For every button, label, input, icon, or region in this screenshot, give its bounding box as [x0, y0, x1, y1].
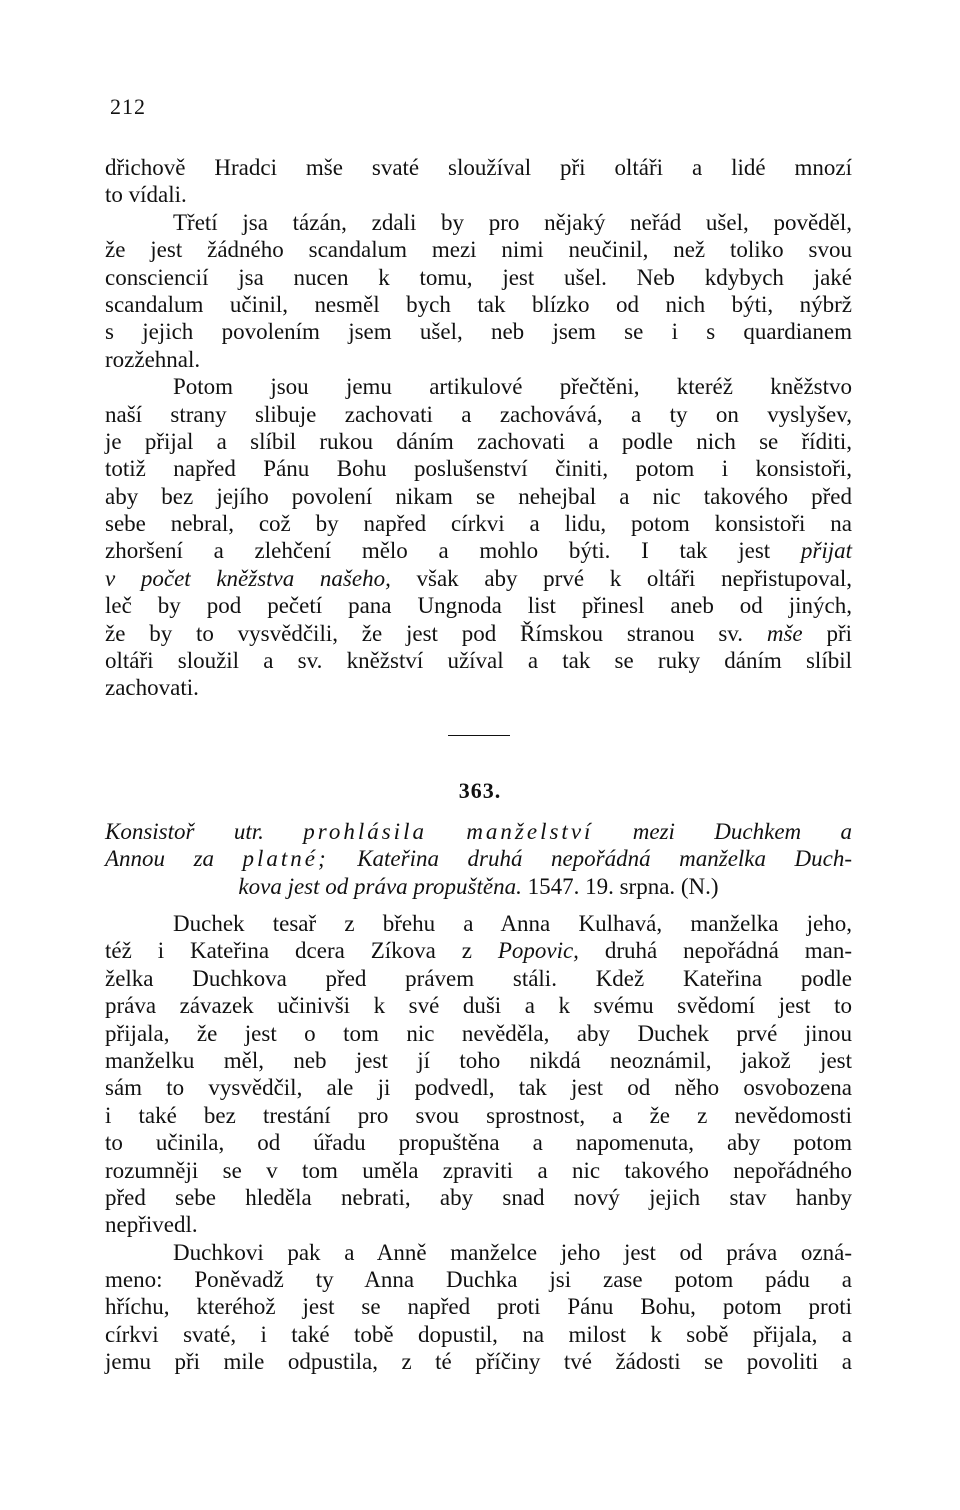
text-line — [105, 565, 852, 592]
text-line: práva závazek učinivši k své duši a k svému svědomí jest to — [105, 993, 852, 1019]
page-number: 212 — [110, 94, 146, 119]
text-line: to učinila, od úřadu propuštěna a napomenuta, aby potom — [105, 1130, 852, 1156]
date-text: 1547. 19. srpna. (N.) — [527, 873, 719, 899]
text-run: že by to vysvědčili, že jest pod Římskou stranou sv. — [105, 620, 744, 646]
text-line: leč by pod pečetí pana Ungnoda list přinesl aneb od jiných, — [105, 593, 852, 619]
text-line — [105, 537, 852, 564]
spaced-italic-text: platné; — [242, 846, 329, 872]
text-block-1 — [105, 154, 852, 702]
text-line: consciencií jsa nucen k tomu, jest ušel. Neb kdybych jaké — [105, 264, 852, 290]
text-line — [105, 937, 852, 964]
text-line: i také bez trestání pro svou sprostnost, a že z nevědomosti — [105, 1102, 852, 1128]
text-line: Duchek tesař z břehu a Anna Kulhavá, manželka jeho, — [173, 911, 852, 936]
italic-text: kova jest od práva propuštěna. — [238, 873, 522, 899]
italic-text: Konsistoř utr. — [105, 819, 264, 844]
text-line: před sebe hleděla nebrati, aby snad nový jejich stav hanby — [105, 1184, 852, 1210]
italic-text: Kateřina druhá nepořádná manželka Duch- — [357, 846, 852, 872]
text-line: sebe nebral, což by napřed církvi a lidu, potom konsistoři na — [105, 511, 852, 537]
spaced-italic-text: prohlásila — [303, 819, 427, 844]
text-line: sám to vysvědčil, ale ji podvedl, tak jest od něho osvobozena — [105, 1075, 852, 1101]
text-line: želka Duchkova před právem stáli. Kdež Kateřina podle — [105, 965, 852, 991]
text-line: dřichově Hradci mše svaté sloužíval při oltáři a lidé mnozí — [105, 155, 852, 180]
document-number: 363. — [458, 778, 502, 803]
text-line: nepřivedl. — [105, 1212, 198, 1238]
text-line: totiž napřed Pánu Bohu poslušenství činiti, potom i konsistoři, — [105, 456, 852, 482]
text-block-2 — [105, 910, 852, 1376]
text-line: to vídali. — [105, 182, 187, 208]
italic-text: Popovic, — [497, 938, 579, 964]
section-divider — [448, 735, 510, 736]
heading-line — [105, 845, 852, 872]
text-line: manželku měl, neb jest jí toho nikdá neoznámil, jakož jest — [105, 1047, 852, 1073]
text-line: rozumněji se v tom uměla zpraviti a nic takového nepořádného — [105, 1157, 852, 1183]
text-run: zhoršení a zlehčení mělo a mohlo býti. I tak jest — [105, 538, 771, 564]
text-line: Duchkovi pak a Anně manželce jeho jest od práva ozná- — [173, 1239, 852, 1265]
text-run: však aby prvé k oltáři nepřistupoval, — [416, 565, 853, 591]
italic-text: Annou za — [105, 846, 215, 872]
text-run: při — [826, 620, 852, 646]
text-line: církvi svaté, i také tobě dopustil, na milost k sobě přijala, a — [105, 1321, 852, 1347]
text-line: je přijal a slíbil rukou dáním zachovati a podle nich se říditi, — [105, 428, 852, 454]
heading-line — [105, 818, 852, 845]
text-line: naší strany slibuje zachovati a zachovává, a ty on vyslyšev, — [105, 401, 852, 427]
text-run: druhá nepořádná man- — [604, 938, 853, 964]
text-line: hříchu, kteréhož jest se napřed proti Pánu Bohu, potom proti — [105, 1294, 852, 1320]
heading-line — [105, 873, 852, 900]
spaced-italic-text: manželství — [466, 819, 594, 844]
text-run: též i Kateřina dcera Zíkova z — [105, 938, 472, 964]
text-line: meno: Poněvadž ty Anna Duchka jsi zase potom pádu a — [105, 1267, 852, 1293]
text-line: rozžehnal. — [105, 346, 201, 372]
italic-text: přijat — [800, 538, 853, 564]
text-line: s jejich povolením jsem ušel, neb jsem se i s quardianem — [105, 319, 852, 345]
text-line: že jest žádného scandalum mezi nimi neučinil, než toliko svou — [105, 237, 852, 263]
italic-text: mše — [766, 620, 803, 646]
text-line: Potom jsou jemu artikulové přečtěni, kteréž kněžstvo — [173, 374, 852, 400]
text-line: aby bez jejího povolení nikam se nehejbal a nic takového před — [105, 483, 852, 509]
italic-text: v počet kněžstva našeho, — [105, 565, 391, 591]
italic-text: mezi Duchkem a — [632, 819, 852, 844]
text-line: scandalum učinil, nesměl bych tak blízko od nich býti, nýbrž — [105, 291, 852, 317]
text-line: Třetí jsa tázán, zdali by pro nějaký neřád ušel, pověděl, — [173, 209, 852, 235]
text-line: oltáři sloužil a sv. kněžství užíval a tak se ruky dáním slíbil — [105, 648, 852, 674]
text-line: přijala, že jest o tom nic nevěděla, aby Duchek prvé jinou — [105, 1020, 852, 1046]
document-heading — [105, 818, 852, 900]
text-line: zachovati. — [105, 675, 199, 701]
text-line: jemu při mile odpustila, z té příčiny tvé žádosti se povoliti a — [105, 1349, 852, 1375]
text-line — [105, 620, 852, 647]
